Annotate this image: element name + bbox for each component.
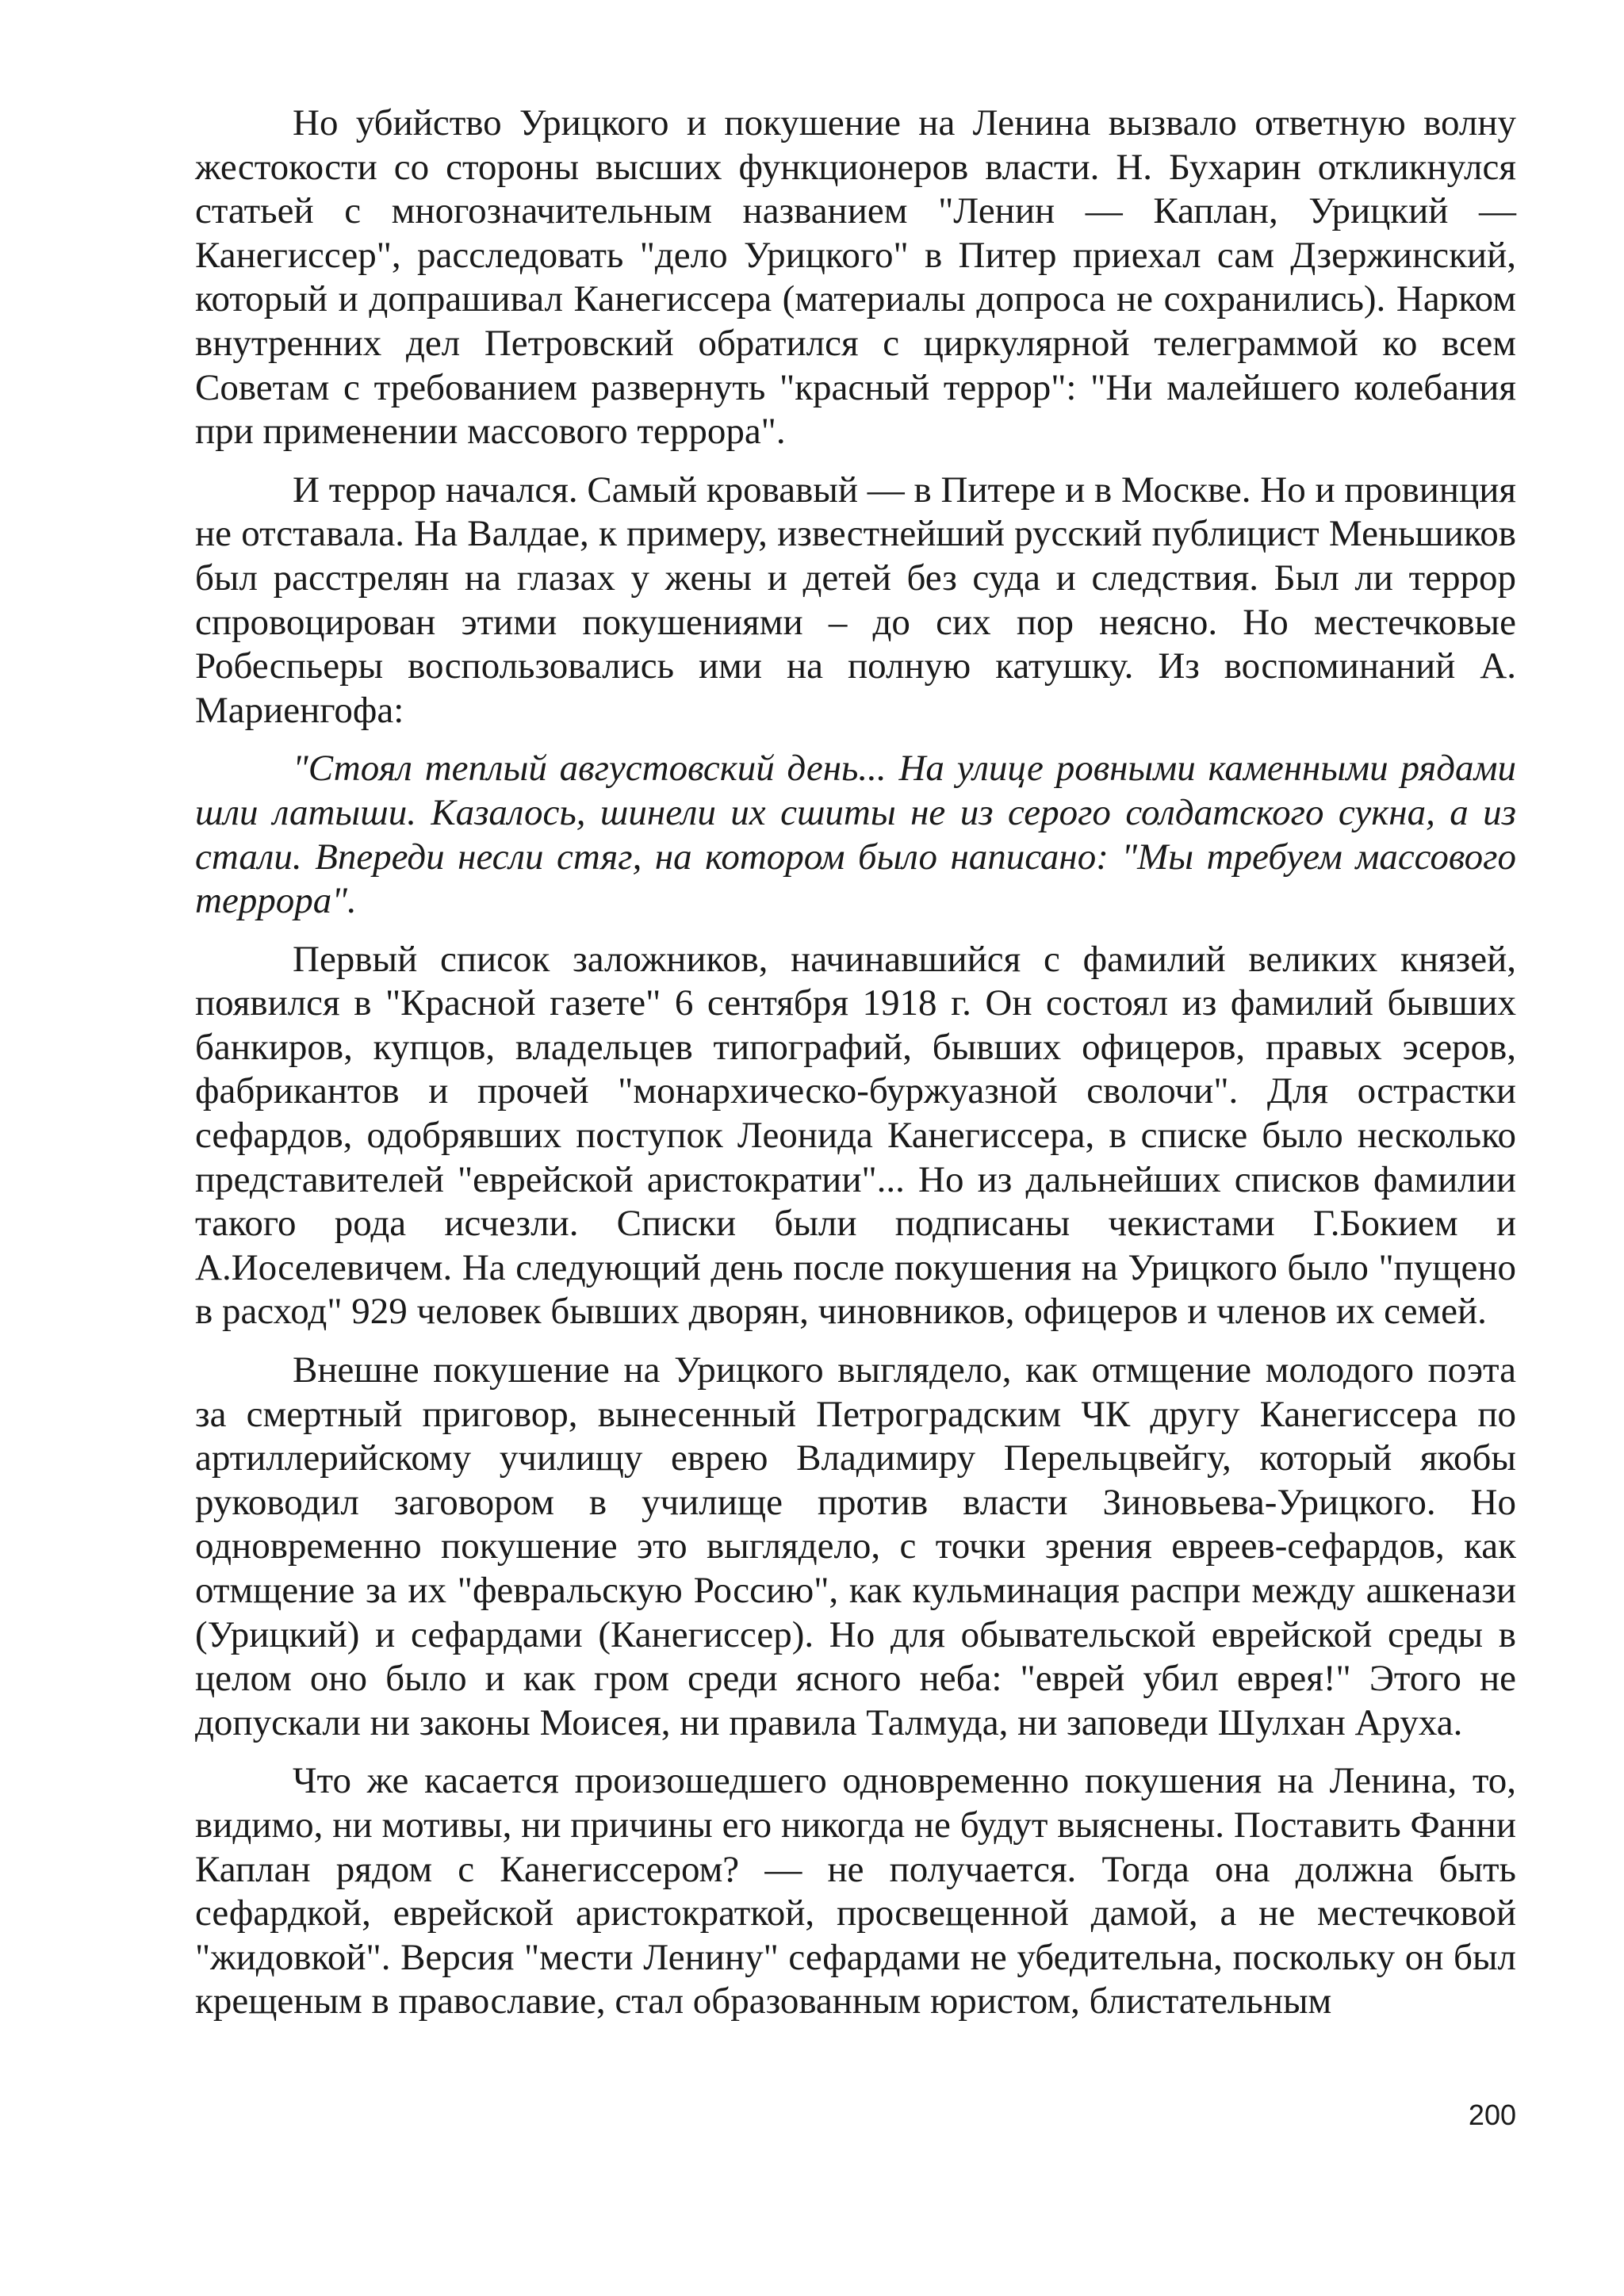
- page-number: 200: [1468, 2099, 1516, 2131]
- paragraph-5: Внешне покушение на Урицкого выглядело, как отмщение молодого поэта за смертный приговор, вынесенный Петроградским ЧК другу Канегиссера по артиллерийскому училищу еврею Владимиру Перельцвейгу, который якобы руководил заговором в училище против власти Зиновьева-Урицкого. Но одновременно покушение это выглядело, с точки зрения евреев-сефардов, как отмщение за их "февральскую Россию", как кульминация распри между ашкенази (Урицкий) и сефардами (Канегиссер). Но для обывательской еврейской среды в целом оно было и как гром среди ясного неба: "еврей убил еврея!" Этого не допускали ни законы Моисея, ни правила Талмуда, ни заповеди Шулхан Аруха.: [195, 1349, 1516, 1743]
- paragraph-4: Первый список заложников, начинавшийся с фамилий великих князей, появился в "Красной газете" 6 сентября 1918 г. Он состоял из фамилий бывших банкиров, купцов, владельцев типографий, бывших офицеров, правых эсеров, фабрикантов и прочей "монархическо-буржуазной сволочи". Для остраcтки сефардов, одобрявших поступок Леонида Канегиссера, в списке было несколько представителей "еврейской аристократии"... Но из дальнейших списков фамилии такого рода исчезли. Списки были подписаны чекистами Г.Бокием и А.Иоселевичем. На следующий день после покушения на Урицкого было "пущено в расход" 929 человек бывших дворян, чиновников, офицеров и членов их семей.: [195, 938, 1516, 1333]
- quote-paragraph: "Стоял теплый августовский день... На улице ровными каменными рядами шли латыши. Казалось, шинели их сшиты не из серого солдатского сукна, а из стали. Впереди несли стяг, на котором было написано: "Мы требуем массового террора".: [195, 748, 1516, 922]
- paragraph-6: Что же касается произошедшего одновременно покушения на Ленина, то, видимо, ни мотивы, ни причины его никогда не будут выяснены. Поставить Фанни Каплан рядом с Канегиссером? — не получается. Тогда она должна быть сефардкой, еврейской аристократкой, просвещенной дамой, а не местечковой "жидовкой". Версия "мести Ленину" сефардами не убедительна, поскольку он был крещеным в православие, стал образованным юристом, блистательным: [195, 1760, 1516, 2022]
- body-text: [195, 101, 1516, 2038]
- paragraph-1: Но убийство Урицкого и покушение на Ленина вызвало ответную волну жестокости со стороны высших функционеров власти. Н. Бухарин откликнулся статьей с многозначительным названием "Ленин — Каплан, Урицкий — Канегиссер", расследовать "дело Урицкого" в Питер приехал сам Дзержинский, который и допрашивал Канегиссера (материалы допроса не сохранились). Нарком внутренних дел Петровский обратился с циркулярной телеграммой ко всем Советам с требованием развернуть "красный террор": "Ни малейшего колебания при применении массового террора".: [195, 102, 1516, 453]
- paragraph-2: И террор начался. Самый кровавый — в Питере и в Москве. Но и провинция не отставала. На Валдае, к примеру, известнейший русский публицист Меньшиков был расстрелян на глазах у жены и детей без суда и следствия. Был ли террор спровоцирован этими покушениями – до сих пор неясно. Но местечковые Робеспьеры воспользовались ими на полную катушку. Из воспоминаний А. Мариенгофа:: [195, 469, 1516, 731]
